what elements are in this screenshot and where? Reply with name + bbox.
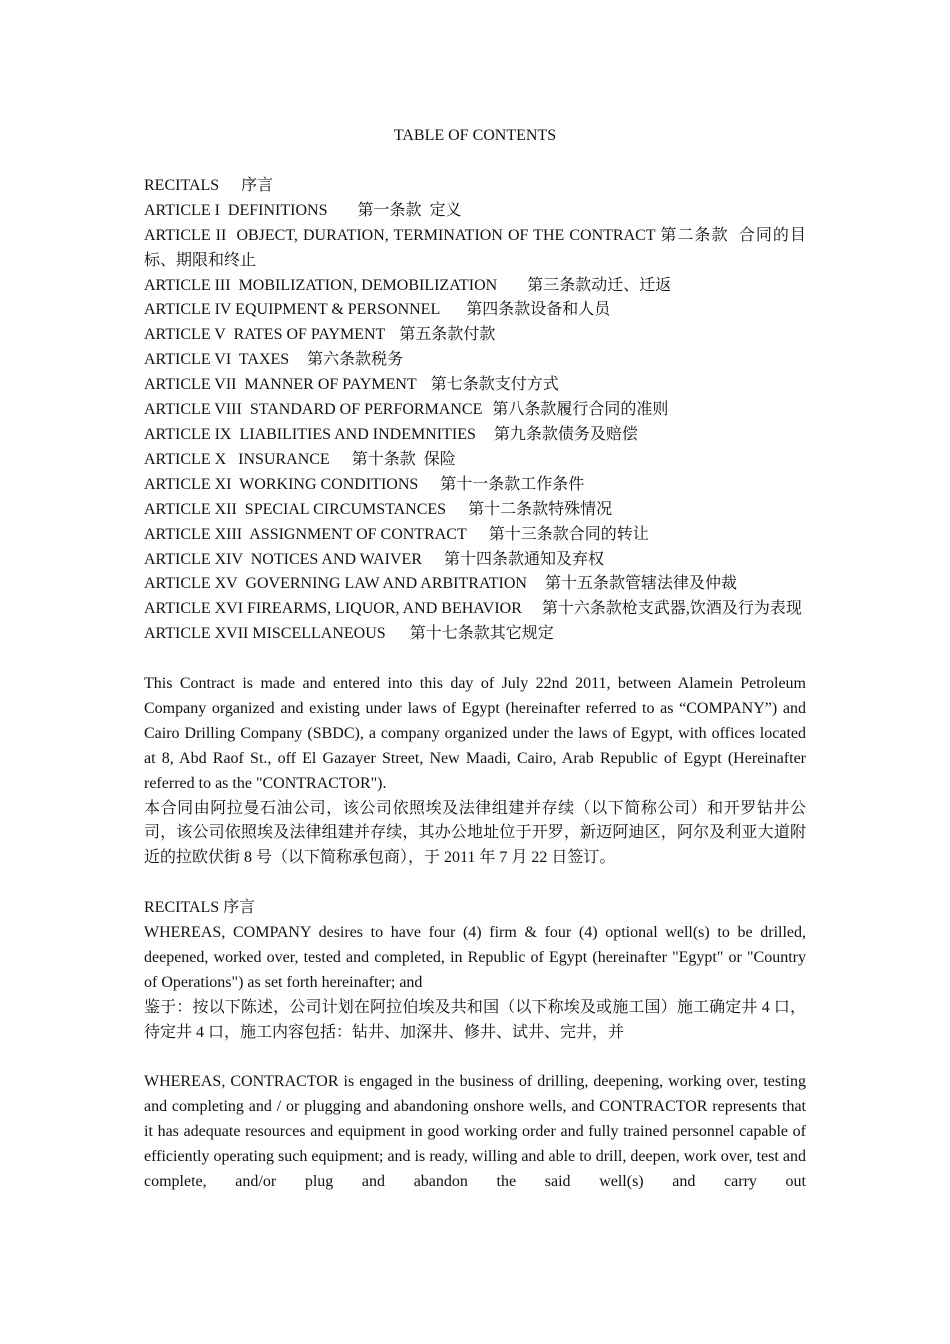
toc-item-cn: 第三条款动迁、迁返 (527, 276, 672, 294)
toc-item-en: ARTICLE XI WORKING CONDITIONS (144, 475, 419, 493)
toc-item-en: ARTICLE VII MANNER OF PAYMENT (144, 376, 417, 394)
toc-item-cn: 第十四条款通知及弃权 (444, 550, 605, 568)
toc-item (144, 298, 806, 323)
toc-item-cn: 第十条款 保险 (351, 450, 456, 468)
toc-item-en: ARTICLE III MOBILIZATION, DEMOBILIZATION (144, 276, 498, 294)
toc-item (144, 597, 806, 622)
toc-item-en: ARTICLE IV EQUIPMENT & PERSONNEL (144, 301, 441, 319)
toc-item-cn: 第十一条款工作条件 (440, 475, 585, 493)
toc-item-cn: 第五条款付款 (399, 326, 496, 344)
toc-item-en: ARTICLE I DEFINITIONS (144, 201, 328, 219)
toc-item-cn: 第十五条款管辖法律及仲裁 (544, 575, 737, 593)
whereas-paragraph-2-en: WHEREAS, CONTRACTOR is engaged in the business of drilling, deepening, working over, testing and completing and / or plugging and abandoning onshore wells, and CONTRACTOR represents that it has adequate resources and equipment in good working order and fully trained personnel capable of efficiently operating such equipment; and is ready, willing and able to drill, deepen, work over, test and complete, and/or plug and abandon the said well(s) and carry out (144, 1073, 806, 1191)
toc-item-cn: 第六条款税务 (307, 351, 404, 369)
toc-item (144, 548, 806, 573)
toc-item (144, 373, 806, 398)
toc-item-cn: 第十二条款特殊情况 (468, 500, 613, 518)
toc-item (144, 323, 806, 348)
page-title: TABLE OF CONTENTS (393, 127, 557, 144)
document-page (144, 124, 806, 1195)
toc-item-cn: 第七条款支付方式 (430, 376, 559, 394)
toc-item (144, 348, 806, 373)
table-of-contents (144, 174, 806, 647)
toc-item (144, 498, 806, 523)
toc-item-cn: 第二条款 合同的目标、期限和终止 (144, 226, 807, 269)
toc-item (144, 622, 806, 647)
toc-item-cn: 序言 (241, 176, 274, 194)
toc-item-cn: 第十六条款枪支武器,饮酒及行为表现 (541, 600, 802, 618)
toc-item-cn: 第十七条款其它规定 (409, 625, 554, 643)
toc-item-en: RECITALS (144, 176, 220, 194)
toc-item-en: ARTICLE X INSURANCE (144, 450, 330, 468)
toc-item-en: ARTICLE IX LIABILITIES AND INDEMNITIES (144, 425, 476, 443)
toc-item-cn: 第四条款设备和人员 (466, 301, 611, 319)
toc-item (144, 572, 806, 597)
toc-item-en: ARTICLE II OBJECT, DURATION, TERMINATION OF THE CONTRACT (144, 226, 656, 244)
toc-item (144, 199, 806, 224)
toc-item-en: ARTICLE XVII MISCELLANEOUS (144, 625, 386, 643)
toc-item (144, 274, 806, 299)
toc-item-en: ARTICLE XIII ASSIGNMENT OF CONTRACT (144, 525, 467, 543)
intro-paragraph-cn: 本合同由阿拉曼石油公司，该公司依照埃及法律组建并存续（以下简称公司）和开罗钻井公司，该公司依照埃及法律组建并存续，其办公地址位于开罗，新迈阿迪区，阿尔及利亚大道附近的拉欧伏街 8 号（以下简称承包商），于 2011 年 7 月 22 日签订。 (144, 799, 806, 867)
toc-item (144, 523, 806, 548)
toc-item-cn: 第十三条款合同的转让 (488, 525, 649, 543)
toc-item-en: ARTICLE XII SPECIAL CIRCUMSTANCES (144, 500, 447, 518)
toc-item (144, 473, 806, 498)
toc-item-en: ARTICLE VI TAXES (144, 351, 290, 369)
toc-item-en: ARTICLE XVI FIREARMS, LIQUOR, AND BEHAVIOR (144, 600, 522, 618)
toc-item (144, 423, 806, 448)
toc-item-en: ARTICLE XV GOVERNING LAW AND ARBITRATION (144, 575, 527, 593)
toc-item-cn: 第九条款债务及赔偿 (493, 425, 638, 443)
toc-item-en: ARTICLE V RATES OF PAYMENT (144, 326, 386, 344)
toc-item (144, 224, 806, 274)
recitals-heading: RECITALS 序言 (144, 899, 256, 917)
toc-item-cn: 第八条款履行合同的准则 (492, 401, 669, 419)
toc-item-en: ARTICLE XIV NOTICES AND WAIVER (144, 550, 422, 568)
toc-item (144, 398, 806, 423)
toc-item-cn: 第一条款 定义 (357, 201, 462, 219)
whereas-paragraph-1-en: WHEREAS, COMPANY desires to have four (4) firm & four (4) optional well(s) to be drilled, deepened, worked over, tested and completed, in Republic of Egypt (hereinafter "Egypt" or "Country of Operations") as set forth hereinafter; and (144, 924, 806, 991)
toc-item-en: ARTICLE VIII STANDARD OF PERFORMANCE (144, 401, 483, 419)
toc-item (144, 174, 806, 199)
intro-paragraph-en: This Contract is made and entered into this day of July 22nd 2011, between Alamein Petroleum Company organized and existing under laws of Egypt (hereinafter referred to as “COMPANY”) and Cairo Drilling Company (SBDC), a company organized under the laws of Egypt, with offices located at 8, Abd Raof St., off El Gazayer Street, New Maadi, Cairo, Arab Republic of Egypt (Hereinafter referred to as the "CONTRACTOR"). (144, 675, 806, 792)
toc-item (144, 448, 806, 473)
whereas-paragraph-1-cn: 鉴于：按以下陈述，公司计划在阿拉伯埃及共和国（以下称埃及或施工国）施工确定井 4 口，待定井 4 口，施工内容包括：钻井、加深井、修井、试井、完井，并 (144, 998, 806, 1041)
